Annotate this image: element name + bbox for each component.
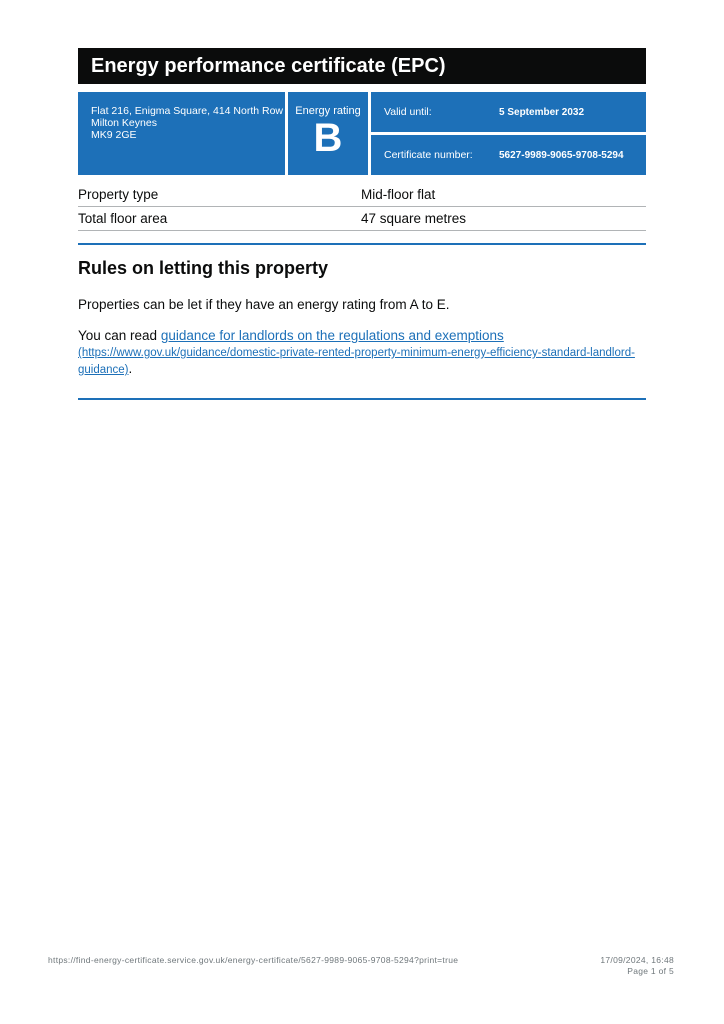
valid-until-value: 5 September 2032	[499, 106, 585, 118]
floor-area-label: Total floor area	[78, 211, 168, 226]
footer-meta	[600, 955, 674, 977]
epc-page	[78, 48, 646, 400]
property-type-value: Mid-floor flat	[361, 187, 436, 202]
address-postcode: MK9 2GE	[91, 129, 137, 141]
guidance-link-url[interactable]: (https://www.gov.uk/guidance/domestic-private-rented-property-minimum-energy-efficiency-standard-landlord-guidance)	[78, 347, 635, 376]
property-address	[78, 92, 285, 175]
page-title: Energy performance certificate (EPC)	[78, 48, 646, 84]
valid-until-label: Valid until:	[384, 106, 432, 118]
footer-datetime: 17/09/2024, 16:48	[600, 955, 674, 965]
address-line-1: Flat 216, Enigma Square, 414 North Row	[91, 105, 284, 117]
guidance-suffix: .	[128, 361, 133, 376]
energy-rating-band: B	[313, 116, 343, 160]
certificate-number-label: Certificate number:	[384, 149, 473, 161]
property-type-label: Property type	[78, 187, 159, 202]
certificate-meta	[371, 92, 646, 175]
guidance-prefix: You can read	[78, 328, 161, 343]
property-details	[78, 183, 646, 231]
guidance-paragraph	[78, 328, 646, 378]
property-type-row	[78, 183, 646, 207]
energy-rating-box	[288, 92, 368, 175]
energy-rating-label: Energy rating	[295, 105, 361, 117]
letting-rules-heading: Rules on letting this property	[78, 258, 329, 278]
section-divider-bottom	[78, 398, 646, 400]
footer-url: https://find-energy-certificate.service.gov.uk/energy-certificate/5627-9989-9065-9708-5294?print=true	[48, 955, 459, 965]
guidance-link[interactable]: guidance for landlords on the regulations and exemptions	[160, 328, 504, 343]
floor-area-value: 47 square metres	[361, 211, 467, 226]
address-line-2: Milton Keynes	[91, 117, 157, 129]
certificate-number-row	[371, 135, 646, 175]
certificate-summary	[78, 92, 646, 175]
section-divider	[78, 243, 646, 245]
letting-rules-paragraph: Properties can be let if they have an energy rating from A to E.	[78, 297, 450, 312]
footer-page-number: Page 1 of 5	[627, 966, 674, 976]
certificate-number-value: 5627-9989-9065-9708-5294	[499, 149, 624, 161]
print-footer	[48, 955, 674, 977]
valid-until-row	[371, 92, 646, 132]
floor-area-row	[78, 207, 646, 231]
